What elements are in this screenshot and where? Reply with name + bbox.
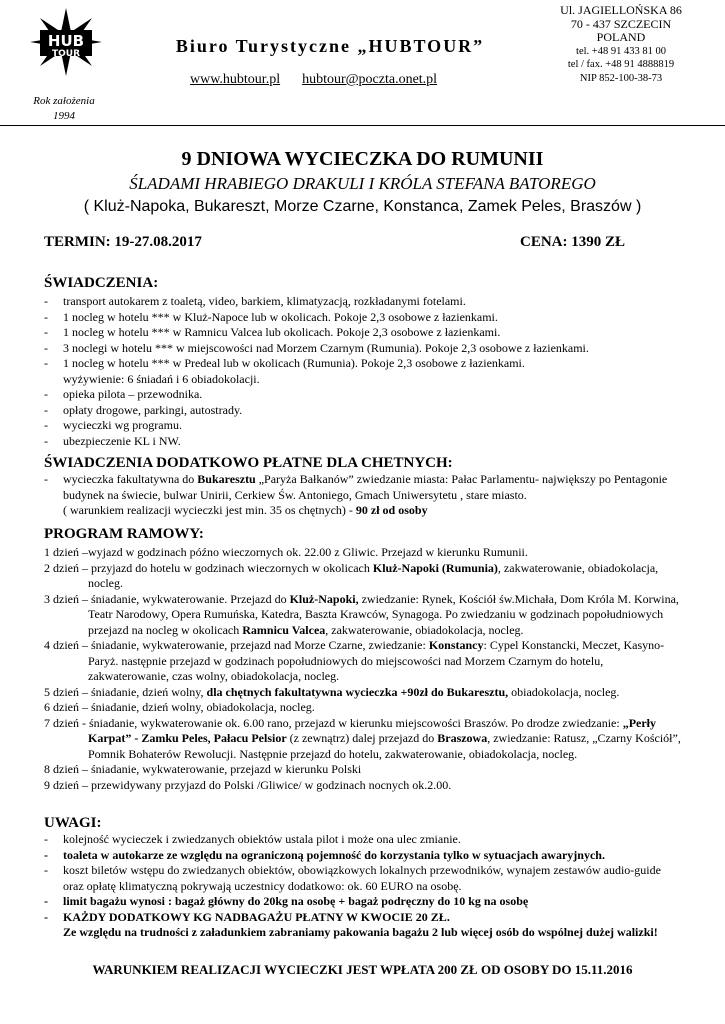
list-item: - 1 nocleg w hotelu *** w Ramnicu Valcea lub okolicach. Pokoje 2,3 osobowe z łazienkami. [44,325,684,341]
nip: NIP 852-100-38-73 [579,72,663,84]
program-day-3 [44,592,684,639]
text: 4 dzień – śniadanie, wykwaterowanie, przejazd nad Morze Czarne, zwiedzanie: [44,638,429,652]
company-logo [30,8,102,76]
text: , zwiedzanie: Ratusz, „Czarny Kościół”, Pomnik Bohaterów Rewolucji. Następnie przejazd do hotelu, zakwaterowanie, obiadokolacja, nocleg. [88,731,681,761]
text: 2 dzień – przyjazd do hotelu w godzinach wieczornych w okolicach [44,560,373,575]
text: ( warunkiem realizacji wycieczki jest min. 35 os chętnych) - [63,503,356,517]
program-day-4 [44,638,684,685]
list-item: - 1 nocleg w hotelu *** w Kluż-Napoce lub w okolicach. Pokoje 2,3 osobowe z łazienkami. [44,310,684,326]
email-link[interactable]: hubtour@poczta.onet.pl [302,72,438,87]
text-bold: Kluż-Napoki, [289,591,362,606]
company-name: Biuro Turystyczne „HUBTOUR” [175,36,485,56]
website-link[interactable]: www.hubtour.pl [190,72,281,87]
program-list [44,545,684,793]
text: 5 dzień – śniadanie, dzień wolny, [44,684,207,699]
included-heading: ŚWIADCZENIA: [44,275,159,291]
list-item: - KAŻDY DODATKOWY KG NADBAGAŻU PŁATNY W KWOCIE 20 ZŁ. [44,910,684,926]
program-day-6: 6 dzień – śniadanie, dzień wolny, obiadokolacja, nocleg. [44,700,315,714]
contact-links [190,72,437,88]
founded-year: 1994 [53,110,75,122]
program-day-5 [44,685,684,701]
program-day-2 [44,561,684,592]
text: , zakwaterowanie, obiadokolacja, nocleg. [88,560,659,590]
program-day-1: 1 dzień –wyjazd w godzinach późno wieczornych ok. 22.00 z Gliwic. Przejazd w kierunku Rumunii. [44,545,528,559]
included-list [44,294,684,449]
list-item: - opłaty drogowe, parkingi, autostrady. [44,403,684,419]
notes-list [44,832,684,941]
notes-heading: UWAGI: [44,815,102,831]
program-day-9: 9 dzień – przewidywany przyjazd do Polski /Gliwice/ w godzinach nocnych ok.2.00. [44,777,452,792]
text-bold: Braszowa [437,731,488,745]
text-bold: Bukaresztu [197,472,256,486]
founded-caption [14,94,114,124]
text: 3 dzień – śniadanie, wykwaterowanie. Przejazd do [44,591,290,606]
text: , zakwaterowanie, obiadokolacja, nocleg. [325,622,524,637]
list-item: - limit bagażu wynosi : bagaż główny do 20kg na osobę + bagaż podręczny do 10 kg na osobę [44,894,684,910]
text-bold: dla chętnych fakultatywna wycieczka +90zł do Bukaresztu, [206,684,509,699]
trip-subtitle: ŚLADAMI HRABIEGO DRAKULI I KRÓLA STEFANA BATOREGO [129,174,596,193]
phone: tel. +48 91 433 81 00 [576,45,666,57]
list-item: - toaleta w autokarze ze względu na ograniczoną pojemność do korzystania tylko w sytuacjach awaryjnych. [44,848,684,864]
logo-text-bottom: TOUR [51,49,81,59]
list-item [44,472,684,519]
program-heading: PROGRAM RAMOWY: [44,526,204,542]
fax: tel / fax. +48 91 4888819 [567,59,675,70]
list-item: - 1 nocleg w hotelu *** w Predeal lub w okolicach (Rumunia). Pokoje 2,3 osobowe z łazienkami. [44,356,684,372]
trip-title: 9 DNIOWA WYCIECZKA DO RUMUNII [181,148,544,170]
text: 7 dzień - śniadanie, wykwaterowanie ok. 6.00 rano, przejazd w kierunku miejscowości Braszów. Po drodze zwiedzanie: [44,715,623,730]
list-item: - koszt biletów wstępu do zwiedzanych obiektów, obowiązkowych lokalnych przewodników, wynajem zestawów audio-guide oraz opłatę klimatyczną pokrywają uczestnicy dodatkowo: ok. 60 EURO na osobę. [44,863,684,894]
text-bold: „Perły Karpat” - Zamku Peles, Pałacu Pelsior [88,715,657,745]
trip-route: ( Kluż-Napoka, Bukareszt, Morze Czarne, Konstanca, Zamek Peles, Braszów ) [83,198,642,215]
founded-label: Rok założenia [33,95,95,107]
list-item: - wycieczki wg programu. [44,418,684,434]
list-item: - kolejność wycieczek i zwiedzanych obiektów ustala pilot i może ona ulec zmianie. [44,832,684,848]
extras-list [44,472,684,519]
text: obiadokolacja, nocleg. [508,684,620,699]
text-bold: Ramnicu Valcea [242,622,326,637]
text: „Paryża Bałkanów” zwiedzanie miasta: Pałac Parlamentu- największy po Pentagonie budynek na świecie, bulwar Unirii, Cerkiew Św. Antoniego, Gmach Uniwersytetu , stare miasto. [63,472,668,502]
list-item: - opieka pilota – przewodnika. [44,387,684,403]
address-line: POLAND [596,30,646,44]
text: : Cypel Konstancki, Meczet, Kasyno-Paryż. następnie przejazd w godzinach popołudniowych do miejscowości nad Morzem Czarnym do hotelu, zakwaterowanie, czas wolny, obiadokolacja, nocleg. [88,638,665,683]
meals-line: wyżywienie: 6 śniadań i 6 obiadokolacji. [63,371,260,386]
program-day-7 [44,716,684,763]
extras-price: 90 zł od osoby [355,503,428,517]
address-line: 70 - 437 SZCZECIN [570,16,672,31]
text: (z zewnątrz) dalej przejazd do [286,731,438,745]
payment-condition: WARUNKIEM REALIZACJI WYCIECZKI JEST WPŁATA 200 ZŁ OD OSOBY DO 15.11.2016 [92,962,633,977]
text-bold: Kluż-Napoki (Rumunia) [372,560,498,575]
text-bold: Konstancy [428,638,484,652]
address-block [531,4,711,85]
trip-price: CENA: 1390 ZŁ [520,234,626,250]
program-day-8: 8 dzień – śniadanie, wykwaterowanie, przejazd w kierunku Polski [44,762,362,776]
logo-text-top: HUB [47,32,85,50]
header-divider [0,125,725,126]
trip-dates: TERMIN: 19-27.08.2017 [44,234,202,250]
star-logo-icon [30,8,102,76]
luggage-note: Ze względu na trudności z załadunkiem zabraniamy pakowania bagażu 2 lub więcej osób do wspólnej dużej walizki! [63,925,658,939]
text: wycieczka fakultatywna do [63,472,198,486]
list-item: - 3 noclegi w hotelu *** w miejscowości nad Morzem Czarnym (Rumunia). Pokoje 2,3 osobowe z łazienkami. [44,341,684,357]
address-line: Ul. JAGIELLOŃSKA 86 [560,3,682,17]
list-item: - ubezpieczenie KL i NW. [44,434,684,450]
list-item: - transport autokarem z toaletą, video, barkiem, klimatyzacją, rozkładanymi fotelami. [44,294,684,310]
text: zwiedzanie: Rynek, Kościół św.Michała, Dom Króla M. Korwina, Teatr Narodowy, Opera Rumuńska, Katedra, Baszta Krawców, Synagoga. Po zwiedzaniu w godzinach popołudniowych przejazd na nocleg w okolicach [88,591,679,637]
extras-heading: ŚWIADCZENIA DODATKOWO PŁATNE DLA CHETNYCH: [44,455,453,471]
